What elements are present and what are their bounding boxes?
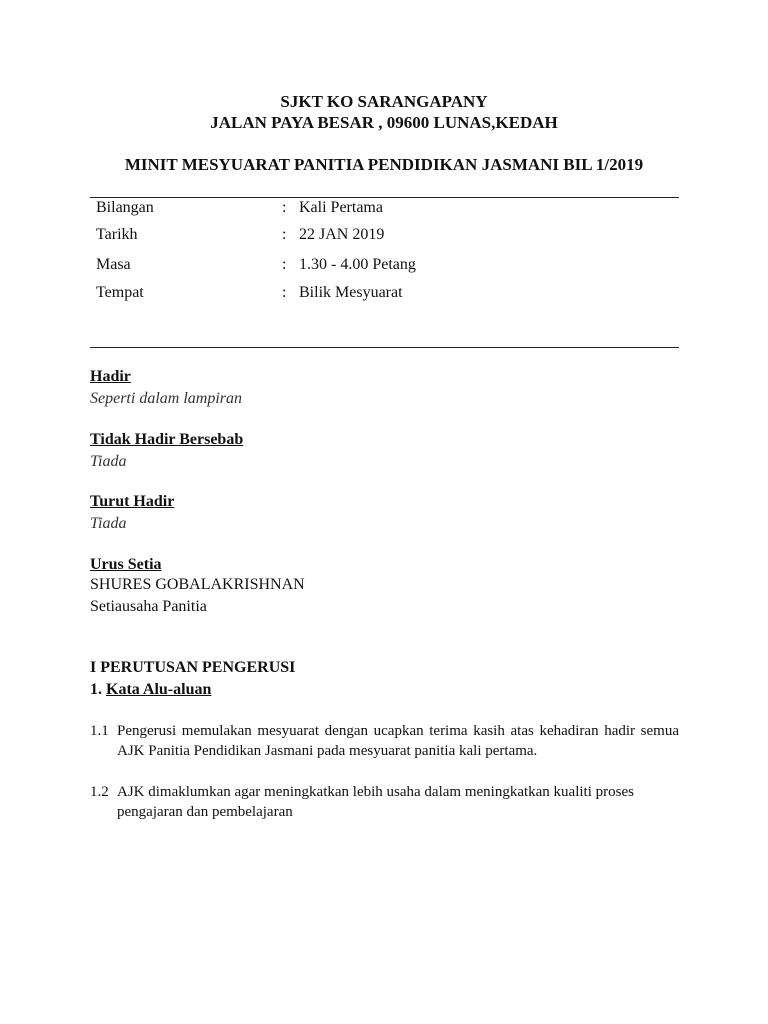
subsection-title: Kata Alu-aluan	[106, 681, 212, 698]
tidak-hadir-value: Tiada	[90, 453, 127, 470]
urus-setia-role: Setiausaha Panitia	[90, 598, 207, 615]
hadir-value: Seperti dalam lampiran	[90, 390, 242, 407]
info-label: Tempat	[96, 284, 144, 301]
info-label: Tarikh	[96, 226, 138, 243]
item-number: 1.1	[90, 723, 109, 739]
urus-setia-name: SHURES GOBALAKRISHNAN	[90, 576, 305, 593]
info-colon: :	[282, 256, 287, 273]
turut-hadir-value: Tiada	[90, 515, 127, 532]
info-colon: :	[282, 226, 287, 243]
info-value: 22 JAN 2019	[299, 226, 385, 243]
urus-setia-heading: Urus Setia	[90, 556, 162, 573]
subsection-heading	[90, 681, 211, 699]
info-value: 1.30 - 4.00 Petang	[299, 256, 416, 273]
school-address: JALAN PAYA BESAR , 09600 LUNAS,KEDAH	[210, 113, 558, 132]
info-label: Masa	[96, 256, 131, 273]
subsection-number: 1.	[90, 681, 102, 698]
info-value: Bilik Mesyuarat	[299, 284, 403, 301]
item-text: Pengerusi memulakan mesyuarat dengan ucapkan terima kasih atas kehadiran hadir semua AJK Panitia Pendidikan Jasmani pada mesyuarat panitia kali pertama.	[117, 723, 679, 759]
item-number: 1.2	[90, 784, 109, 800]
bottom-divider	[90, 347, 679, 348]
item-text: AJK dimaklumkan agar meningkatkan lebih usaha dalam meningkatkan kualiti proses pengajaran dan pembelajaran	[117, 784, 634, 820]
hadir-heading: Hadir	[90, 368, 131, 385]
top-divider	[90, 197, 679, 198]
document-title: MINIT MESYUARAT PANITIA PENDIDIKAN JASMANI BIL 1/2019	[124, 155, 644, 174]
info-colon: :	[282, 284, 287, 301]
info-value: Kali Pertama	[299, 199, 383, 216]
info-label: Bilangan	[96, 199, 154, 216]
turut-hadir-heading: Turut Hadir	[90, 493, 175, 510]
tidak-hadir-heading: Tidak Hadir Bersebab	[90, 431, 244, 448]
section-heading: I PERUTUSAN PENGERUSI	[90, 659, 296, 676]
school-name: SJKT KO SARANGAPANY	[280, 92, 488, 111]
minute-item	[90, 782, 679, 822]
minute-item	[90, 721, 679, 761]
info-colon: :	[282, 199, 287, 216]
